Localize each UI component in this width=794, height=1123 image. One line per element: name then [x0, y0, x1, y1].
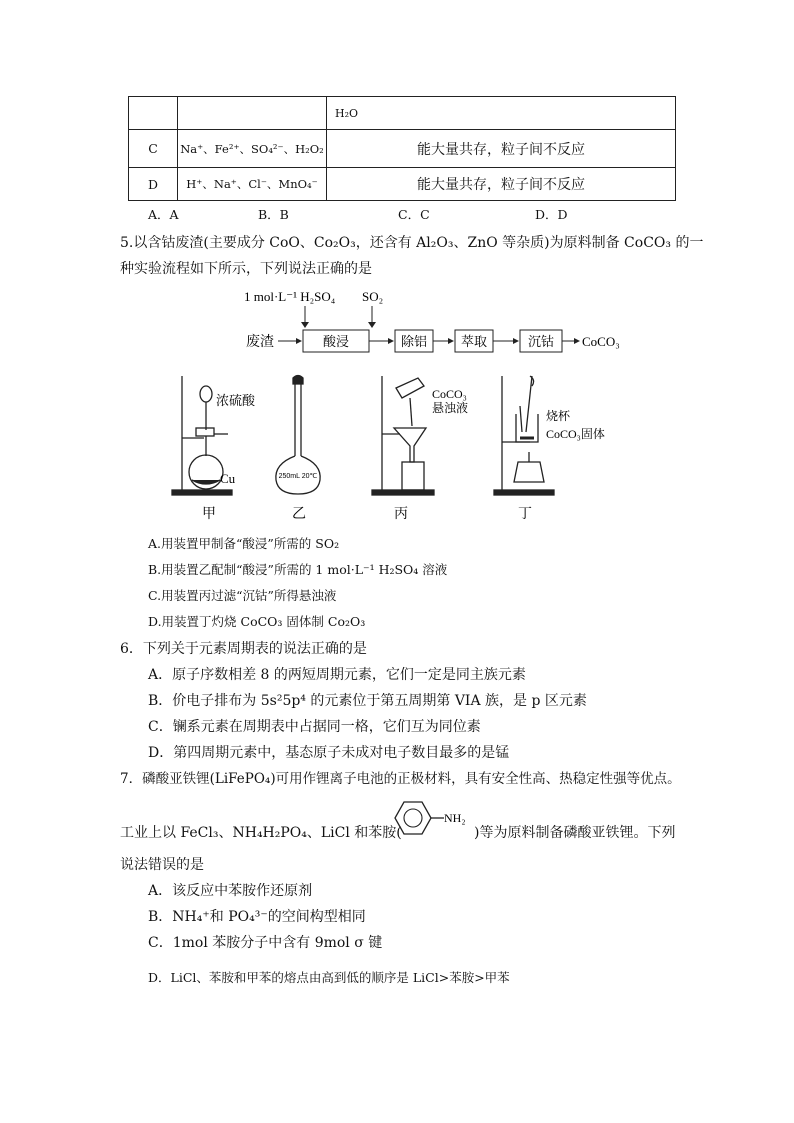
table-cell-result: H₂O — [327, 97, 676, 130]
flow-reagent-so2: SO₂ — [362, 289, 384, 304]
q6-stem: 6．下列关于元素周期表的说法正确的是 — [120, 641, 367, 657]
process-flow-diagram — [240, 288, 640, 360]
q7-stem-line1: 7．磷酸亚铁锂(LiFePO₄)可用作锂离子电池的正极材料，具有安全性高、热稳定性强等优点。 — [120, 771, 681, 787]
q6-option-d: D．第四周期元素中，基态原子未成对电子数目最多的是锰 — [148, 745, 510, 761]
q5-stem-line2: 种实验流程如下所示，下列说法正确的是 — [120, 261, 372, 277]
caption-yi: 乙 — [292, 506, 306, 522]
q7-option-d: D．LiCl、苯胺和甲苯的熔点由高到低的顺序是 LiCl>苯胺>甲苯 — [148, 970, 510, 985]
q7-option-a: A．该反应中苯胺作还原剂 — [148, 883, 313, 899]
ion-table — [128, 96, 676, 201]
q6-option-a: A．原子序数相差 8 的两短周期元素，它们一定是同主族元素 — [148, 667, 526, 683]
table-cell-label — [129, 97, 178, 130]
flow-step-1: 酸浸 — [322, 335, 350, 350]
table-row — [129, 168, 676, 201]
q7-stem-line3: 说法错误的是 — [120, 857, 204, 873]
q7-stem-line2a: 工业上以 FeCl₃、NH₄H₂PO₄、LiCl 和苯胺( — [120, 825, 402, 841]
q4-option-b: B．B — [258, 207, 289, 222]
flow-reagent-acid: 1 mol·L⁻¹ H₂SO₄ — [244, 289, 336, 304]
flow-end: CoCO₃ — [582, 334, 620, 349]
q5-option-c: C.用装置丙过滤“沉钴”所得悬浊液 — [148, 588, 337, 603]
aniline-structure — [384, 796, 478, 842]
q7-option-c: C．1mol 苯胺分子中含有 9mol σ 键 — [148, 935, 383, 951]
table-cell-ions: H⁺、Na⁺、Cl⁻、MnO₄⁻ — [178, 168, 327, 201]
apparatus-ding — [494, 376, 554, 495]
q5-option-d: D.用装置丁灼烧 CoCO₃ 固体制 Co₂O₃ — [148, 614, 366, 629]
q7-option-b: B．NH₄⁺和 PO₄³⁻的空间构型相同 — [148, 909, 366, 925]
table-cell-ions: Na⁺、Fe²⁺、SO₄²⁻、H₂O₂ — [178, 130, 327, 168]
table-row — [129, 130, 676, 168]
q6-option-c: C．镧系元素在周期表中占据同一格，它们互为同位素 — [148, 719, 481, 735]
q4-option-c: C．C — [398, 207, 430, 222]
ding-label-beaker: 烧杯 — [546, 409, 571, 423]
jia-label-acid: 浓硫酸 — [216, 394, 256, 409]
q4-option-a: A．A — [148, 207, 179, 222]
yi-flask-label: 250mL 20℃ — [278, 473, 318, 480]
q6-option-b: B．价电子排布为 5s²5p⁴ 的元素位于第五周期第 VIA 族，是 p 区元素 — [148, 693, 587, 709]
apparatus-figure — [170, 372, 630, 522]
jia-label-cu: Cu — [220, 471, 236, 486]
q5-option-a: A.用装置甲制备“酸浸”所需的 SO₂ — [148, 536, 340, 551]
bing-label-coco3: CoCO₃ — [432, 387, 467, 401]
bing-label-suspension: 悬浊液 — [432, 401, 469, 415]
table-cell-result: 能大量共存，粒子间不反应 — [327, 168, 676, 201]
ding-label-solid: CoCO₃固体 — [546, 427, 605, 441]
flow-step-3: 萃取 — [460, 335, 488, 350]
apparatus-bing — [372, 376, 434, 495]
flow-step-4: 沉钴 — [527, 335, 555, 350]
aniline-nh2-label: NH₂ — [444, 811, 466, 825]
table-row — [129, 97, 676, 130]
table-cell-label: C — [129, 130, 178, 168]
table-cell-ions — [178, 97, 327, 130]
flow-start: 废渣 — [246, 334, 274, 350]
q5-option-b: B.用装置乙配制“酸浸”所需的 1 mol·L⁻¹ H₂SO₄ 溶液 — [148, 562, 448, 577]
table-cell-label: D — [129, 168, 178, 201]
caption-ding: 丁 — [518, 506, 532, 522]
flow-step-2: 除铝 — [400, 335, 428, 350]
q7-stem-line2b: )等为原料制备磷酸亚铁锂。下列 — [474, 825, 676, 841]
q4-option-d: D．D — [535, 207, 568, 222]
q5-stem-line1: 5.以含钴废渣(主要成分 CoO、Co₂O₃，还含有 Al₂O₃、ZnO 等杂质)为原料制备 CoCO₃ 的一 — [120, 235, 704, 251]
table-cell-result: 能大量共存，粒子间不反应 — [327, 130, 676, 168]
caption-jia: 甲 — [202, 506, 216, 522]
caption-bing: 丙 — [394, 506, 408, 522]
